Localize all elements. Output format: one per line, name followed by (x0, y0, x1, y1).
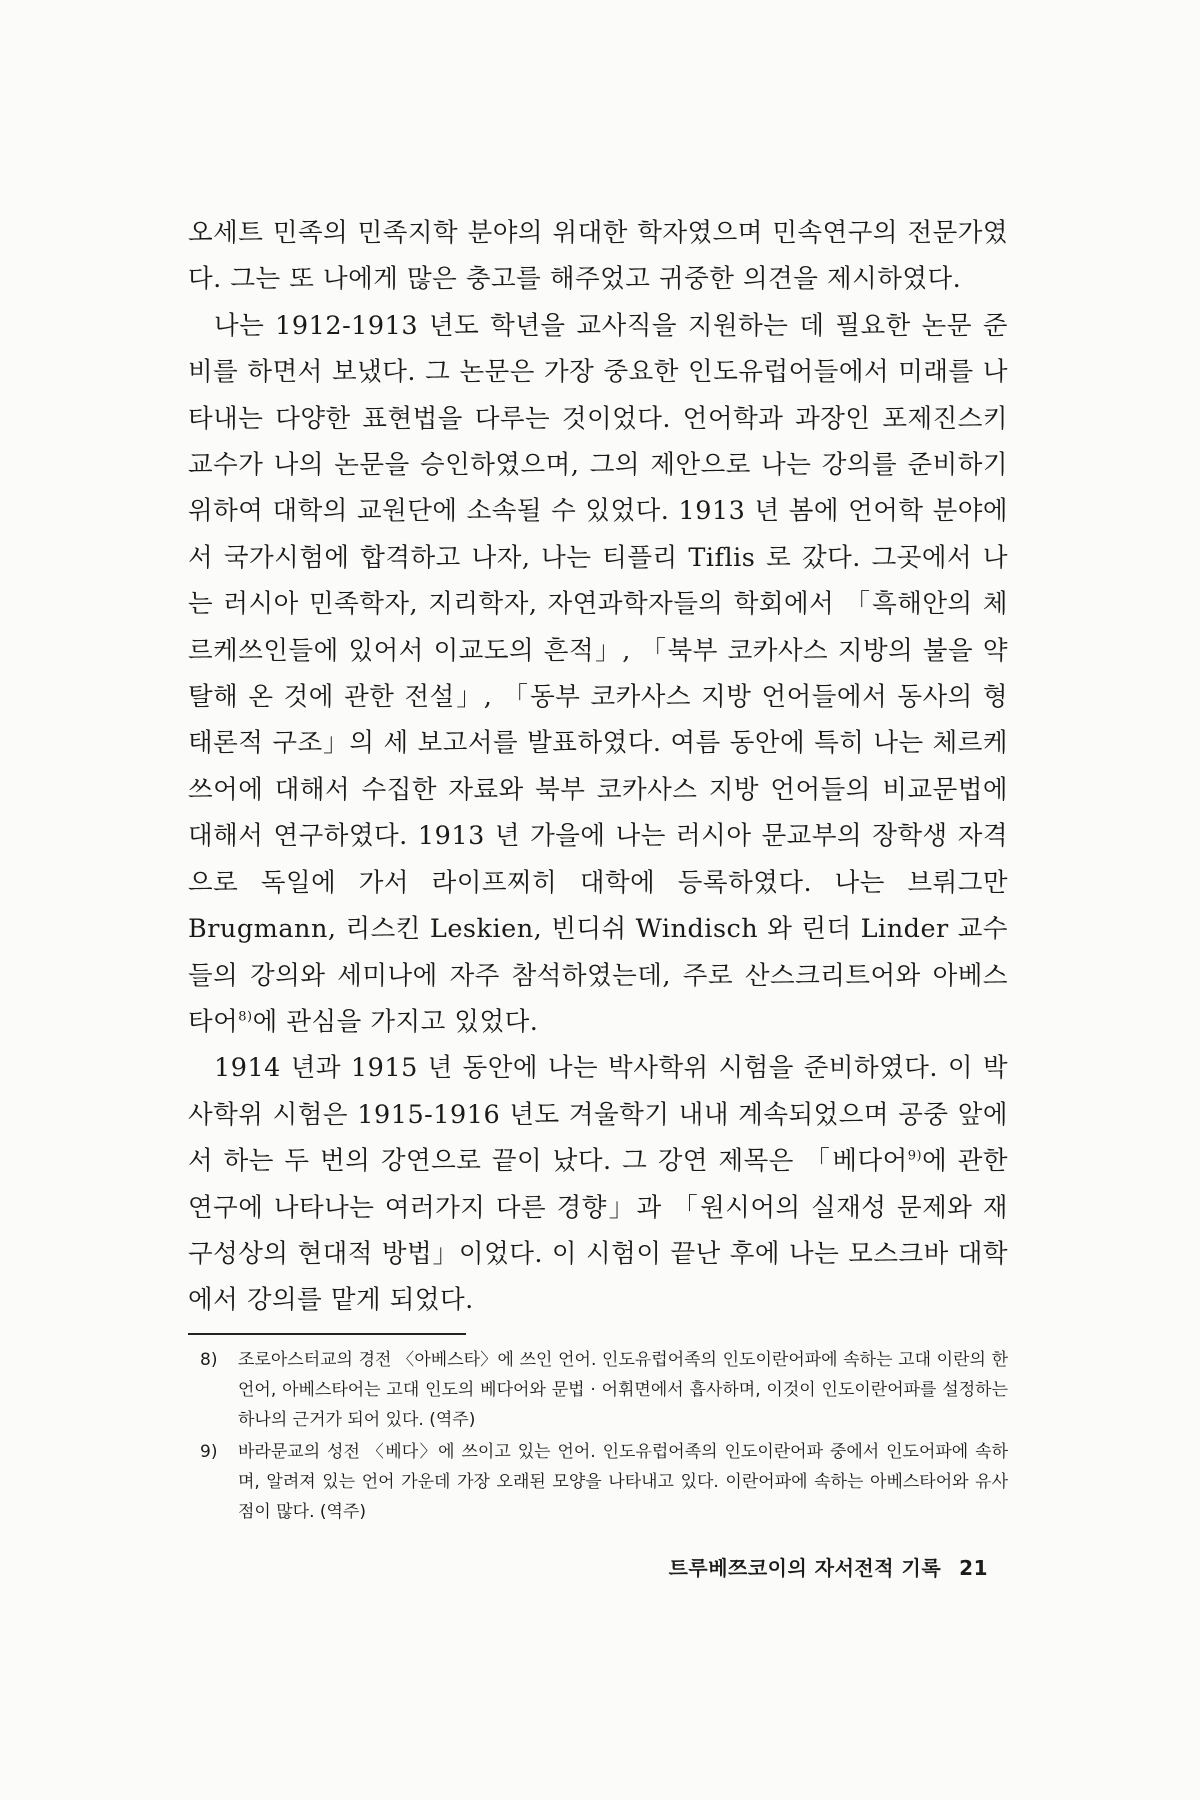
main-text (188, 210, 1008, 1324)
footnote-text: 조로아스터교의 경전 〈아베스타〉에 쓰인 언어. 인도유럽어족의 인도이란어파에 속하는 고대 이란의 한 언어, 아베스타어는 고대 인도의 베다어와 문법 · 어휘면에서 흡사하며, 이것이 인도이란어파를 설정하는 하나의 근거가 되어 있다. (역주) (238, 1350, 1008, 1430)
footnote-number: 8) (200, 1350, 218, 1370)
paragraph-2-text: 나는 1912-1913 년도 학년을 교사직을 지원하는 데 필요한 논문 준비를 하면서 보냈다. 그 논문은 가장 중요한 인도유럽어들에서 미래를 나타내는 다양한 표현법을 다루는 것이었다. 언어학과 과장인 포제진스키 교수가 나의 논문을 승인하였으며, 그의 제안으로 나는 강의를 준비하기 위하여 대학의 교원단에 소속될 수 있었다. 1913 년 봄에 언어학 분야에서 국가시험에 합격하고 나자, 나는 티플리 Tiflis 로 갔다. 그곳에서 나는 러시아 민족학자, 지리학자, 자연과학자들의 학회에서 「흑해안의 체르케쓰인들에 있어서 이교도의 흔적」, 「북부 코카사스 지방의 불을 약탈해 온 것에 관한 전설」, 「동부 코카사스 지방 언어들에서 동사의 형태론적 구조」의 세 보고서를 발표하였다. 여름 동안에 특히 나는 체르케쓰어에 대해서 수집한 자료와 북부 코카사스 지방 언어들의 비교문법에 대해서 연구하였다. 1913 년 가을에 나는 러시아 문교부의 장학생 자격으로 독일에 가서 라이프찌히 대학에 등록하였다. 나는 브뤼그만 Brugmann, 리스킨 Leskien, 빈디쉬 Windisch 와 린더 Linder 교수 들의 강의와 세미나에 자주 참석하였는데, 주로 산스크리트어와 아베스타어 (188, 310, 1008, 1037)
footnote-9 (188, 1437, 1008, 1527)
footnote-text: 바라문교의 성전 〈베다〉에 쓰이고 있는 언어. 인도유럽어족의 인도이란어파 중에서 인도어파에 속하며, 알려져 있는 언어 가운데 가장 오래된 모양을 나타내고 있다. 이란어파에 속하는 아베스타어와 유사점이 많다. (역주) (238, 1442, 1008, 1522)
running-title: 트루베쯔코이의 자서전적 기록 (668, 1556, 942, 1580)
footnote-divider (188, 1333, 466, 1335)
footnotes (188, 1345, 1008, 1529)
paragraph-3 (188, 1045, 1008, 1323)
footnote-8 (188, 1345, 1008, 1435)
paragraph-3-tail: 에 관한 연구에 나타나는 여러가지 다른 경향」과 「원시어의 실재성 문제와 재구성상의 현대적 방법」이었다. 이 시험이 끝난 후에 나는 모스크바 대학에서 강의를 맡게 되었다. (188, 1146, 1008, 1316)
running-footer (669, 1552, 988, 1581)
footnote-number: 9) (200, 1442, 218, 1462)
paragraph-2 (188, 303, 1008, 1046)
footnote-ref-9: 9) (907, 1148, 923, 1164)
paragraph-2-tail: 에 관심을 가지고 있었다. (252, 1006, 539, 1037)
footnote-ref-8: 8) (238, 1009, 253, 1025)
paragraph-1-text: 오세트 민족의 민족지학 분야의 위대한 학자였으며 민속연구의 전문가였다. 그는 또 나에게 많은 충고를 해주었고 귀중한 의견을 제시하였다. (188, 218, 1008, 295)
paragraph-3-text: 1914 년과 1915 년 동안에 나는 박사학위 시험을 준비하였다. 이 박사학위 시험은 1915-1916 년도 겨울학기 내내 계속되었으며 공중 앞에서 하는 두 번의 강연으로 끝이 났다. 그 강연 제목은 「베다어 (188, 1053, 1008, 1177)
page-number: 21 (959, 1556, 988, 1580)
paragraph-1 (188, 210, 1008, 303)
